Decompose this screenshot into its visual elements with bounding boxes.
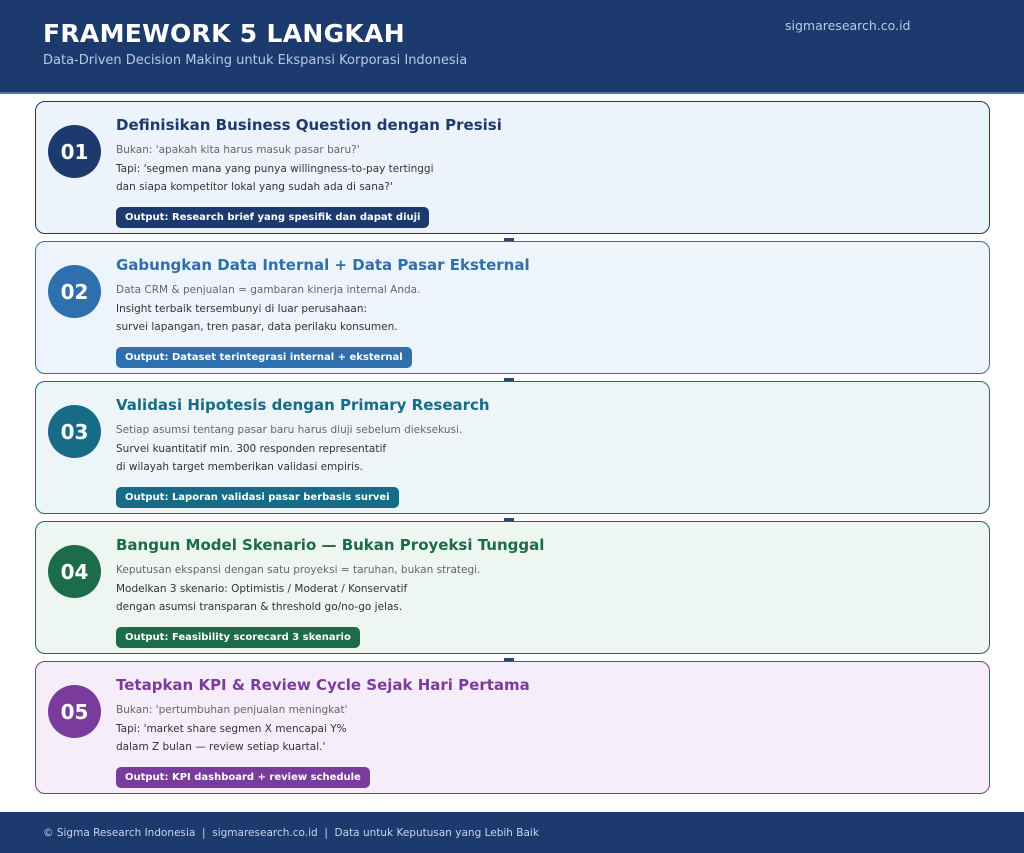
footer-text: © Sigma Research Indonesia | sigmaresearch.co.id | Data untuk Keputusan yang Lebih Baik <box>43 827 539 839</box>
step-output-badge: Output: Research brief yang spesifik dan dapat diuji <box>116 207 429 228</box>
header-url: sigmaresearch.co.id <box>785 18 911 33</box>
step-description-line: dalam Z bulan — review setiap kuartal.' <box>116 741 326 753</box>
step-description-line: Keputusan ekspansi dengan satu proyeksi = taruhan, bukan strategi. <box>116 564 481 576</box>
step-description-line: dan siapa kompetitor lokal yang sudah ada di sana?' <box>116 181 393 193</box>
step-title: Bangun Model Skenario — Bukan Proyeksi Tunggal <box>116 536 545 554</box>
step-number-badge: 02 <box>48 265 101 318</box>
step-title: Definisikan Business Question dengan Presisi <box>116 116 502 134</box>
step-description-line: Tapi: 'market share segmen X mencapai Y% <box>116 723 347 735</box>
step-number-badge: 03 <box>48 405 101 458</box>
step-output-badge: Output: Laporan validasi pasar berbasis survei <box>116 487 399 508</box>
step-output-badge: Output: KPI dashboard + review schedule <box>116 767 370 788</box>
step-title: Validasi Hipotesis dengan Primary Research <box>116 396 490 414</box>
step-card-05 <box>35 661 990 794</box>
page-title: FRAMEWORK 5 LANGKAH <box>43 19 405 48</box>
step-description-line: survei lapangan, tren pasar, data perilaku konsumen. <box>116 321 398 333</box>
step-description-line: Tapi: 'segmen mana yang punya willingness-to-pay tertinggi <box>116 163 434 175</box>
page-subtitle: Data-Driven Decision Making untuk Ekspansi Korporasi Indonesia <box>43 53 468 68</box>
step-number-badge: 04 <box>48 545 101 598</box>
header-banner <box>0 0 1024 94</box>
step-description-line: Bukan: 'pertumbuhan penjualan meningkat' <box>116 704 348 716</box>
step-card-01 <box>35 101 990 234</box>
step-card-02 <box>35 241 990 374</box>
step-number-badge: 01 <box>48 125 101 178</box>
footer-banner <box>0 812 1024 853</box>
step-card-03 <box>35 381 990 514</box>
step-description-line: Setiap asumsi tentang pasar baru harus diuji sebelum dieksekusi. <box>116 424 463 436</box>
step-description-line: Insight terbaik tersembunyi di luar perusahaan: <box>116 303 368 315</box>
step-output-badge: Output: Feasibility scorecard 3 skenario <box>116 627 360 648</box>
step-description-line: Bukan: 'apakah kita harus masuk pasar baru?' <box>116 144 360 156</box>
step-title: Gabungkan Data Internal + Data Pasar Eksternal <box>116 256 530 274</box>
step-description-line: di wilayah target memberikan validasi empiris. <box>116 461 363 473</box>
step-title: Tetapkan KPI & Review Cycle Sejak Hari Pertama <box>116 676 530 694</box>
step-description-line: dengan asumsi transparan & threshold go/no-go jelas. <box>116 601 403 613</box>
step-description-line: Data CRM & penjualan = gambaran kinerja internal Anda. <box>116 284 421 296</box>
step-output-badge: Output: Dataset terintegrasi internal + eksternal <box>116 347 412 368</box>
step-description-line: Survei kuantitatif min. 300 responden representatif <box>116 443 387 455</box>
step-number-badge: 05 <box>48 685 101 738</box>
step-description-line: Modelkan 3 skenario: Optimistis / Moderat / Konservatif <box>116 583 408 595</box>
step-card-04 <box>35 521 990 654</box>
